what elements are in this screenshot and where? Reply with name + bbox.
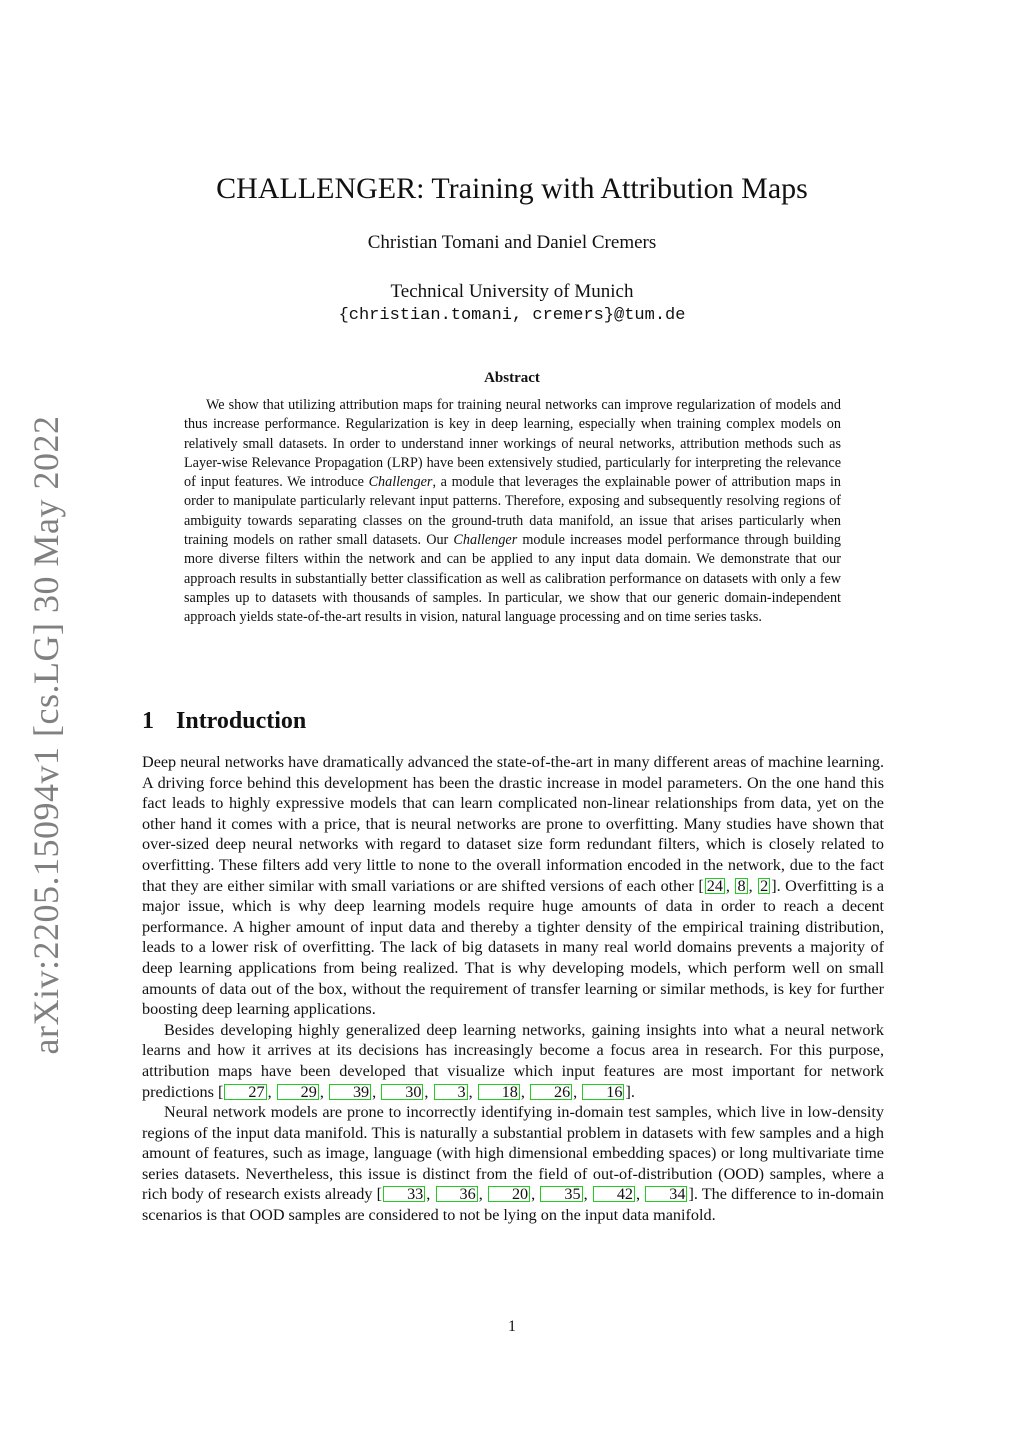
citation-separator: , (372, 1082, 381, 1101)
citation-separator: , (319, 1082, 328, 1101)
citation-link[interactable]: 39 (329, 1084, 371, 1100)
abstract-emphasis-challenger: Challenger (368, 474, 433, 491)
section-title: Introduction (176, 708, 307, 734)
abstract-emphasis-challenger: Challenger (453, 532, 518, 549)
authors: Christian Tomani and Daniel Cremers (367, 232, 657, 253)
citation-link[interactable]: 8 (737, 876, 746, 895)
citation-link[interactable]: 24 (706, 876, 723, 895)
citation-link[interactable]: 27 (224, 1084, 266, 1100)
citation-group (382, 1185, 688, 1203)
citation-separator: , (478, 1185, 487, 1204)
citation-link[interactable]: 33 (383, 1186, 425, 1202)
citation-link[interactable]: 29 (277, 1084, 319, 1100)
paragraph (142, 1020, 884, 1102)
author-email: {christian.tomani, cremers}@tum.de (338, 306, 686, 325)
paragraph-text: Deep neural networks have dramatically advanced the state-of-the-art in many different areas of machine learning. A driving force behind this development has been the drastic increase in model parameters. On the one hand this fact leads to highly expressive models that can learn complicated non-linear relationships from data, yet on the other hand it comes with a price, that is neural networks are prone to overfitting. Many studies have shown that over-sized deep neural networks with regard to dataset size form redundant filters, which is closely related to overfitting. These filters add very little to none to the overall information encoded in the network, due to the fact that they are either similar with small variations or are shifted versions of each other [ (142, 753, 884, 895)
citation-separator: , (426, 1185, 435, 1204)
citation-separator: , (424, 1082, 433, 1101)
page-number: 1 (508, 1318, 516, 1335)
abstract-heading: Abstract (484, 370, 540, 386)
section-heading (142, 708, 306, 735)
paragraph (142, 1102, 884, 1226)
paragraph-text: ]. The difference to in-domain scenarios is that OOD samples are considered to not be lying on the input data manifold. (142, 1185, 884, 1225)
abstract-part-3: module increases model performance through building more diverse filters within the network and can be applied to any input data domain. We demonstrate that our approach results in substantially better classification as well as calibration performance on datasets with only a few samples up to datasets with thousands of samples. In particular, we show that our generic domain-independent approach yields state-of-the-art results in vision, natural language processing and on time series tasks. (184, 532, 841, 626)
citation-link[interactable]: 18 (478, 1084, 520, 1100)
abstract-part-2: , a module that leverages the explainable power of attribution maps in order to manipulate particularly relevant input patterns. Therefore, exposing and subsequently resolving regions of ambiguity towards separating classes on the ground-truth data manifold, an issue that arises particularly when training models on rather small datasets. Our (184, 474, 841, 549)
affiliation: Technical University of Munich (390, 281, 634, 302)
paragraph-text: ]. Overfitting is a major issue, which is why deep learning models require huge amounts of data in order to reach a decent performance. A higher amount of input data and thereby a tighter density of the empirical training distribution, leads to a lower risk of overfitting. The lack of big datasets in many real world domains prevents a majority of deep learning applications from being realized. That is why developing models, which perform well on small amounts of data out of the box, without the requirement of transfer learning or similar methods, is key for further boosting deep learning applications. (142, 876, 885, 1019)
arxiv-identifier: arXiv:2205.15094v1 [cs.LG] 30 May 2022 (26, 415, 66, 1055)
paragraph-text: ]. (625, 1082, 635, 1101)
citation-separator: , (583, 1185, 592, 1204)
citation-link[interactable]: 34 (645, 1186, 687, 1202)
citation-link[interactable]: 20 (488, 1186, 530, 1202)
citation-link[interactable]: 36 (436, 1186, 478, 1202)
citation-separator: , (520, 1082, 529, 1101)
citation-group (704, 877, 771, 895)
paragraph-text: Neural network models are prone to incorrectly identifying in-domain test samples, which live in low-density regions of the input data manifold. This is naturally a substantial problem in datasets with few samples and a high amount of features, such as image, language (with high dimensional embedding spaces) or long multivariate time series datasets. Nevertheless, this issue is distinct from the field of out-of-distribution (OOD) samples, where a rich body of research exists already [ (142, 1103, 884, 1204)
abstract-text (184, 396, 841, 628)
citation-link[interactable]: 30 (381, 1084, 423, 1100)
paragraph-text: Besides developing highly generalized deep learning networks, gaining insights into what a neural network learns and how it arrives at its decisions has increasingly become a focus area in research. For this purpose, attribution maps have been developed that visualize which input features are most important for network predictions [ (142, 1020, 884, 1101)
citation-separator: , (725, 876, 735, 895)
citation-separator: , (267, 1082, 276, 1101)
section-number: 1 (142, 708, 154, 734)
citation-link[interactable]: 26 (530, 1084, 572, 1100)
paragraph (142, 752, 884, 1020)
paper-title: CHALLENGER: Training with Attribution Maps (216, 172, 808, 205)
citation-separator: , (531, 1185, 540, 1204)
citation-link[interactable]: 42 (593, 1186, 635, 1202)
citation-separator: , (636, 1185, 645, 1204)
introduction-body (142, 752, 884, 1226)
citation-separator: , (573, 1082, 582, 1101)
citation-link[interactable]: 16 (582, 1084, 624, 1100)
citation-separator: , (748, 876, 758, 895)
citation-link[interactable]: 3 (434, 1084, 468, 1100)
citation-separator: , (468, 1082, 477, 1101)
citation-link[interactable]: 2 (760, 876, 769, 895)
abstract-part-1: We show that utilizing attribution maps for training neural networks can improve regularization of models and thus increase performance. Regularization is key in deep learning, especially when training complex models on relatively small datasets. In order to understand inner workings of neural networks, attribution methods such as Layer-wise Relevance Propagation (LRP) have been extensively studied, particularly for interpreting the relevance of input features. We introduce (184, 397, 841, 491)
citation-link[interactable]: 35 (540, 1186, 582, 1202)
citation-group (223, 1083, 625, 1101)
